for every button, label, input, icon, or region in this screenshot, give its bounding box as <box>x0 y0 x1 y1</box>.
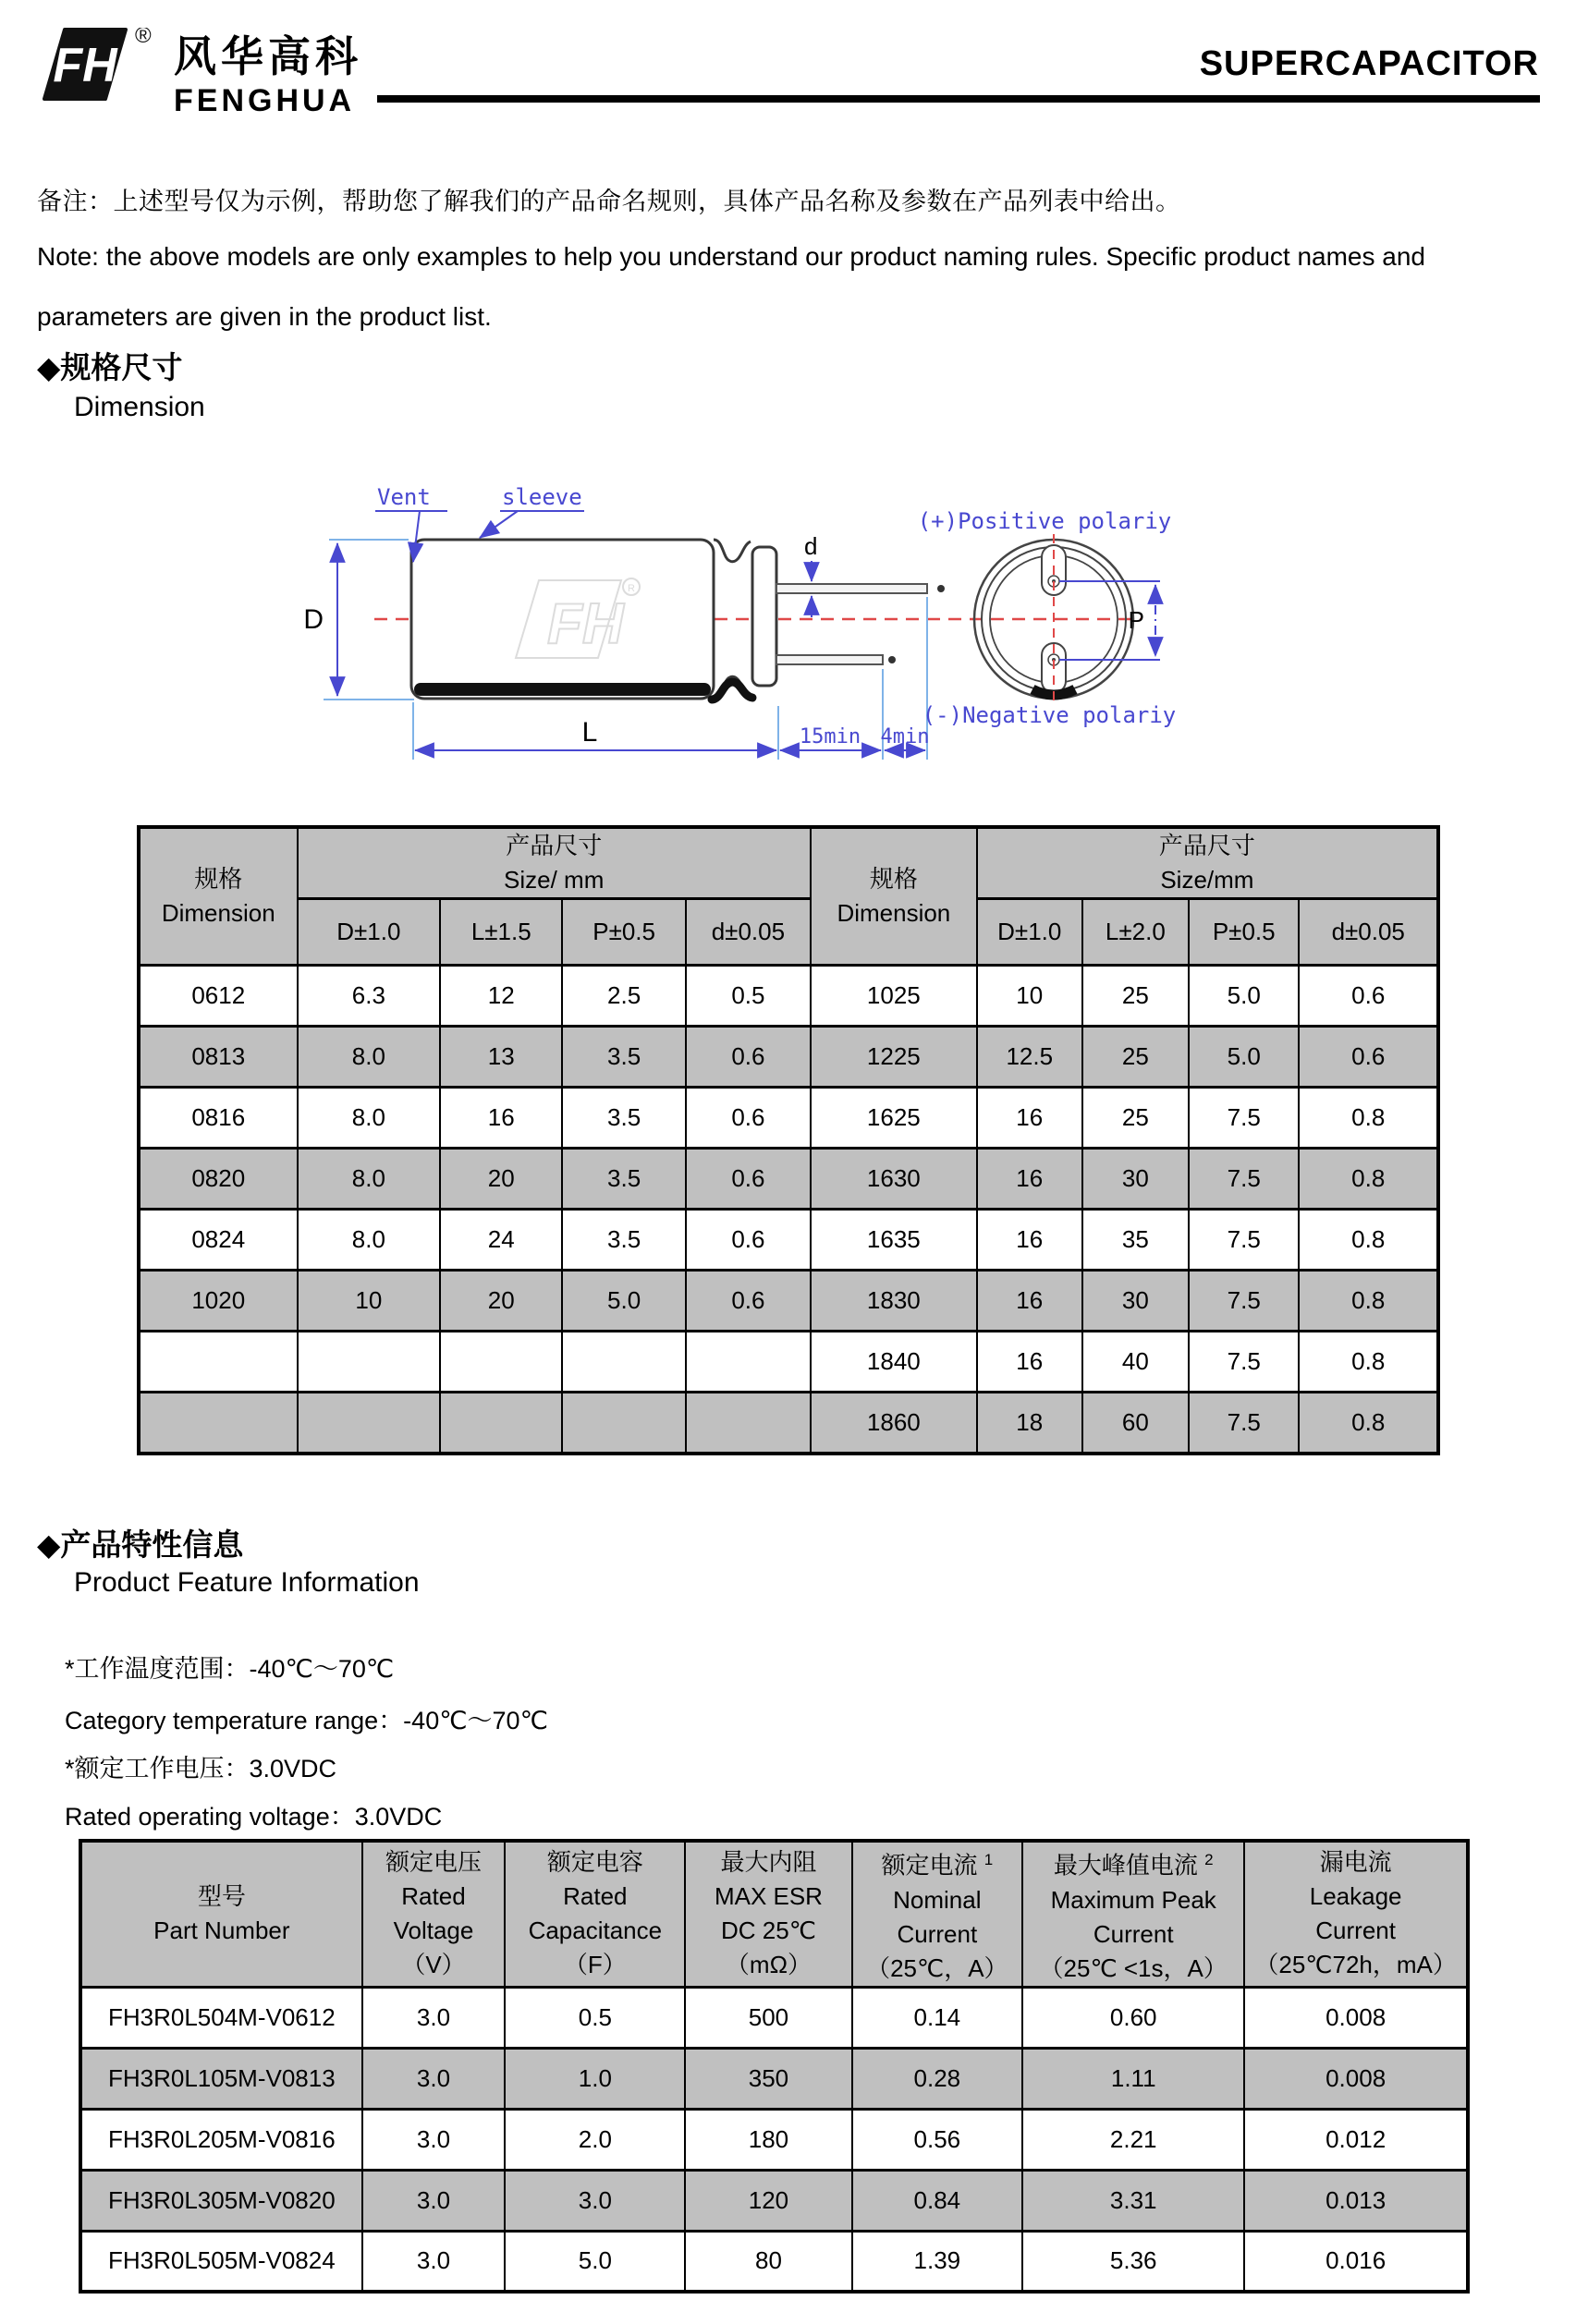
table-cell: 7.5 <box>1189 1088 1300 1149</box>
table-row <box>80 2231 1468 2292</box>
table-cell: FH3R0L305M-V0820 <box>80 2170 362 2231</box>
table-row <box>139 1271 1438 1332</box>
table-cell: 1020 <box>139 1271 298 1332</box>
col-header-size-left: 产品尺寸 Size/ mm <box>298 827 811 899</box>
table-row <box>139 1332 1438 1393</box>
table-cell <box>298 1332 441 1393</box>
table-cell: 0.8 <box>1299 1332 1438 1393</box>
table-cell: 3.5 <box>562 1027 686 1088</box>
col-header: L±2.0 <box>1082 899 1189 966</box>
body-bottom-band <box>414 683 711 696</box>
table-cell: 7.5 <box>1189 1393 1300 1454</box>
table-cell: 12.5 <box>977 1027 1082 1088</box>
table-cell: 80 <box>685 2231 851 2292</box>
feature-section-title-en: Product Feature Information <box>74 1567 420 1598</box>
pitch-dimension <box>1059 581 1160 660</box>
rated-voltage-zh: *额定工作电压：3.0VDC <box>65 1755 337 1783</box>
table-cell: 8.0 <box>298 1210 441 1271</box>
min4-label: 4min <box>880 725 930 748</box>
table-cell <box>686 1332 811 1393</box>
watermark-registered: R <box>628 583 635 594</box>
table-cell: 0.6 <box>686 1271 811 1332</box>
table-row <box>139 1149 1438 1210</box>
table-row <box>80 2048 1468 2109</box>
table-cell <box>298 1393 441 1454</box>
table-cell: 40 <box>1082 1332 1189 1393</box>
table-cell: 0813 <box>139 1027 298 1088</box>
table-cell: 1025 <box>811 966 977 1027</box>
table-cell: 0.28 <box>852 2048 1023 2109</box>
table-cell: 0.60 <box>1022 1987 1244 2048</box>
table-cell: 16 <box>977 1149 1082 1210</box>
table-cell: 3.31 <box>1022 2170 1244 2231</box>
length-label: L <box>581 717 598 748</box>
table-cell: 0.56 <box>852 2109 1023 2170</box>
table-cell: FH3R0L205M-V0816 <box>80 2109 362 2170</box>
table-cell: 25 <box>1082 1088 1189 1149</box>
table-cell: 60 <box>1082 1393 1189 1454</box>
table-cell: 3.0 <box>362 2048 506 2109</box>
col-header: d±0.05 <box>686 899 811 966</box>
note-en-line1: Note: the above models are only examples to help you understand our product naming rules. Specific product names and <box>37 242 1425 271</box>
logo-registered-mark: ® <box>135 28 152 48</box>
table-cell: 7.5 <box>1189 1149 1300 1210</box>
table-cell: 8.0 <box>298 1149 441 1210</box>
table-cell: 5.0 <box>562 1271 686 1332</box>
table-cell <box>139 1332 298 1393</box>
table-cell: 3.5 <box>562 1088 686 1149</box>
col-header: d±0.05 <box>1299 899 1438 966</box>
table-cell: 2.5 <box>562 966 686 1027</box>
table-cell: 0.6 <box>1299 1027 1438 1088</box>
table-cell: 0.013 <box>1244 2170 1468 2231</box>
table-cell: 0820 <box>139 1149 298 1210</box>
fenghua-logo-icon <box>39 28 177 116</box>
table-cell: 3.0 <box>362 2170 506 2231</box>
rated-voltage-en: Rated operating voltage：3.0VDC <box>65 1803 443 1831</box>
table-cell: 16 <box>977 1332 1082 1393</box>
col-header-rated-capacitance: 额定电容 Rated Capacitance （F） <box>505 1841 685 1987</box>
feature-table-body <box>80 1987 1468 2292</box>
col-header-spec-left: 规格 Dimension <box>139 827 298 966</box>
positive-lead <box>776 584 927 593</box>
table-cell: 12 <box>440 966 562 1027</box>
table-cell: 5.0 <box>505 2231 685 2292</box>
table-cell: 2.21 <box>1022 2109 1244 2170</box>
header-rule <box>377 95 1540 103</box>
table-cell: 1840 <box>811 1332 977 1393</box>
table-cell <box>440 1393 562 1454</box>
col-header-size-right: 产品尺寸 Size/mm <box>977 827 1438 899</box>
col-header-leakage-current: 漏电流 Leakage Current （25℃72h，mA） <box>1244 1841 1468 1987</box>
table-cell: 24 <box>440 1210 562 1271</box>
note-en-line2: parameters are given in the product list. <box>37 302 492 331</box>
table-cell: 3.0 <box>362 2109 506 2170</box>
table-cell: 2.0 <box>505 2109 685 2170</box>
table-cell: 16 <box>977 1271 1082 1332</box>
pitch-label: P <box>1128 606 1144 634</box>
page-title: SUPERCAPACITOR <box>1199 44 1539 83</box>
capacitor-dimension-drawing <box>185 444 1571 832</box>
table-cell: 6.3 <box>298 966 441 1027</box>
table-cell: 20 <box>440 1149 562 1210</box>
table-cell: 0.6 <box>686 1210 811 1271</box>
table-cell: 0.14 <box>852 1987 1023 2048</box>
table-cell: 3.5 <box>562 1210 686 1271</box>
table-cell: 16 <box>977 1088 1082 1149</box>
table-cell: 0.8 <box>1299 1088 1438 1149</box>
company-name-en: FENGHUA <box>174 83 356 118</box>
table-cell: FH3R0L504M-V0612 <box>80 1987 362 2048</box>
table-cell: 1635 <box>811 1210 977 1271</box>
table-cell <box>562 1393 686 1454</box>
col-header: L±1.5 <box>440 899 562 966</box>
table-cell: 120 <box>685 2170 851 2231</box>
table-cell: 1225 <box>811 1027 977 1088</box>
diameter-label: D <box>303 604 324 635</box>
table-cell: 1.39 <box>852 2231 1023 2292</box>
feature-table-wrapper <box>79 1839 1470 2294</box>
dimension-table <box>137 825 1440 1455</box>
table-cell: 25 <box>1082 1027 1189 1088</box>
note-zh: 备注：上述型号仅为示例，帮助您了解我们的产品命名规则，具体产品名称及参数在产品列表中给出。 <box>37 188 1181 215</box>
col-header: P±0.5 <box>1189 899 1300 966</box>
table-cell: 5.36 <box>1022 2231 1244 2292</box>
table-cell: 0.8 <box>1299 1271 1438 1332</box>
dimension-section-title-en: Dimension <box>74 392 205 422</box>
table-cell: 5.0 <box>1189 966 1300 1027</box>
table-row <box>139 966 1438 1027</box>
table-cell: 0.8 <box>1299 1210 1438 1271</box>
negative-polarity-label: (-)Negative polariy <box>922 702 1177 728</box>
temp-range-en: Category temperature range：-40℃～70℃ <box>65 1707 548 1734</box>
table-cell: 0.8 <box>1299 1393 1438 1454</box>
table-cell: 8.0 <box>298 1088 441 1149</box>
table-cell: 0.84 <box>852 2170 1023 2231</box>
table-cell: 7.5 <box>1189 1332 1300 1393</box>
table-cell: 0816 <box>139 1088 298 1149</box>
table-cell: 20 <box>440 1271 562 1332</box>
col-header: D±1.0 <box>977 899 1082 966</box>
table-cell: 0.5 <box>505 1987 685 2048</box>
negative-lead <box>776 655 883 664</box>
table-cell: 18 <box>977 1393 1082 1454</box>
table-cell: 3.0 <box>362 2231 506 2292</box>
table-cell: 1.11 <box>1022 2048 1244 2109</box>
table-cell: 25 <box>1082 966 1189 1027</box>
table-cell: 0.5 <box>686 966 811 1027</box>
table-cell: FH3R0L105M-V0813 <box>80 2048 362 2109</box>
temp-range-zh: *工作温度范围：-40℃～70℃ <box>65 1655 395 1683</box>
table-cell: FH3R0L505M-V0824 <box>80 2231 362 2292</box>
table-cell: 10 <box>977 966 1082 1027</box>
table-cell: 0.016 <box>1244 2231 1468 2292</box>
table-cell <box>440 1332 562 1393</box>
table-cell: 0.6 <box>686 1027 811 1088</box>
table-cell: 35 <box>1082 1210 1189 1271</box>
table-cell: 350 <box>685 2048 851 2109</box>
table-row <box>80 2170 1468 2231</box>
table-cell: 1630 <box>811 1149 977 1210</box>
table-row <box>139 1393 1438 1454</box>
lead-diameter-label: d <box>804 532 818 560</box>
vent-label: Vent <box>377 484 431 510</box>
sleeve-label: sleeve <box>502 484 582 510</box>
col-header-nominal-current: 额定电流 $^1$ Nominal Current （25℃，A） <box>852 1841 1023 1987</box>
table-cell: 7.5 <box>1189 1271 1300 1332</box>
company-logo <box>39 28 177 116</box>
dimension-section-title-zh: ◆规格尺寸 <box>37 350 183 384</box>
col-header: P±0.5 <box>562 899 686 966</box>
table-cell <box>562 1332 686 1393</box>
table-cell: 7.5 <box>1189 1210 1300 1271</box>
table-cell: 8.0 <box>298 1027 441 1088</box>
table-cell: 0.008 <box>1244 2048 1468 2109</box>
table-cell: 0.6 <box>1299 966 1438 1027</box>
col-header-spec-right: 规格 Dimension <box>811 827 977 966</box>
company-name-block <box>174 32 362 118</box>
table-cell: 5.0 <box>1189 1027 1300 1088</box>
table-cell: 0.012 <box>1244 2109 1468 2170</box>
col-header-max-esr: 最大内阻 MAX ESR DC 25℃ （mΩ） <box>685 1841 851 1987</box>
table-cell: 16 <box>977 1210 1082 1271</box>
min15-label: 15min <box>799 725 861 748</box>
watermark-text: FH <box>547 592 624 656</box>
table-cell: 3.0 <box>505 2170 685 2231</box>
table-cell: 30 <box>1082 1271 1189 1332</box>
table-cell: 500 <box>685 1987 851 2048</box>
table-cell: 0.6 <box>686 1149 811 1210</box>
dimension-table-wrapper <box>137 825 1440 1455</box>
table-cell: 0.008 <box>1244 1987 1468 2048</box>
table-row <box>139 1027 1438 1088</box>
crimp-black-wave <box>712 682 752 700</box>
table-cell: 180 <box>685 2109 851 2170</box>
company-name-zh: 风华高科 <box>174 32 362 80</box>
col-header: D±1.0 <box>298 899 441 966</box>
table-cell <box>139 1393 298 1454</box>
feature-section-title-zh: ◆产品特性信息 <box>37 1527 244 1562</box>
table-cell: 16 <box>440 1088 562 1149</box>
table-cell: 1860 <box>811 1393 977 1454</box>
table-cell: 0824 <box>139 1210 298 1271</box>
table-row <box>139 1088 1438 1149</box>
table-cell: 30 <box>1082 1149 1189 1210</box>
table-cell: 0.8 <box>1299 1149 1438 1210</box>
feature-table <box>79 1839 1470 2294</box>
logo-mark-text: FH <box>53 39 117 92</box>
dimension-table-body <box>139 966 1438 1454</box>
col-header-rated-voltage: 额定电压 Rated Voltage （V） <box>362 1841 506 1987</box>
table-cell: 3.5 <box>562 1149 686 1210</box>
table-cell: 0612 <box>139 966 298 1027</box>
table-row <box>80 1987 1468 2048</box>
col-header-part-number: 型号 Part Number <box>80 1841 362 1987</box>
table-cell: 1625 <box>811 1088 977 1149</box>
col-header-peak-current: 最大峰值电流 $^2$ Maximum Peak Current （25℃ <1s，A） <box>1022 1841 1244 1987</box>
table-cell: 1.0 <box>505 2048 685 2109</box>
table-cell <box>686 1393 811 1454</box>
table-row <box>139 1210 1438 1271</box>
positive-polarity-label: (+)Positive polariy <box>917 508 1172 534</box>
table-row <box>80 2109 1468 2170</box>
table-cell: 3.0 <box>362 1987 506 2048</box>
table-cell: 13 <box>440 1027 562 1088</box>
table-cell: 10 <box>298 1271 441 1332</box>
table-cell: 0.6 <box>686 1088 811 1149</box>
table-cell: 1830 <box>811 1271 977 1332</box>
